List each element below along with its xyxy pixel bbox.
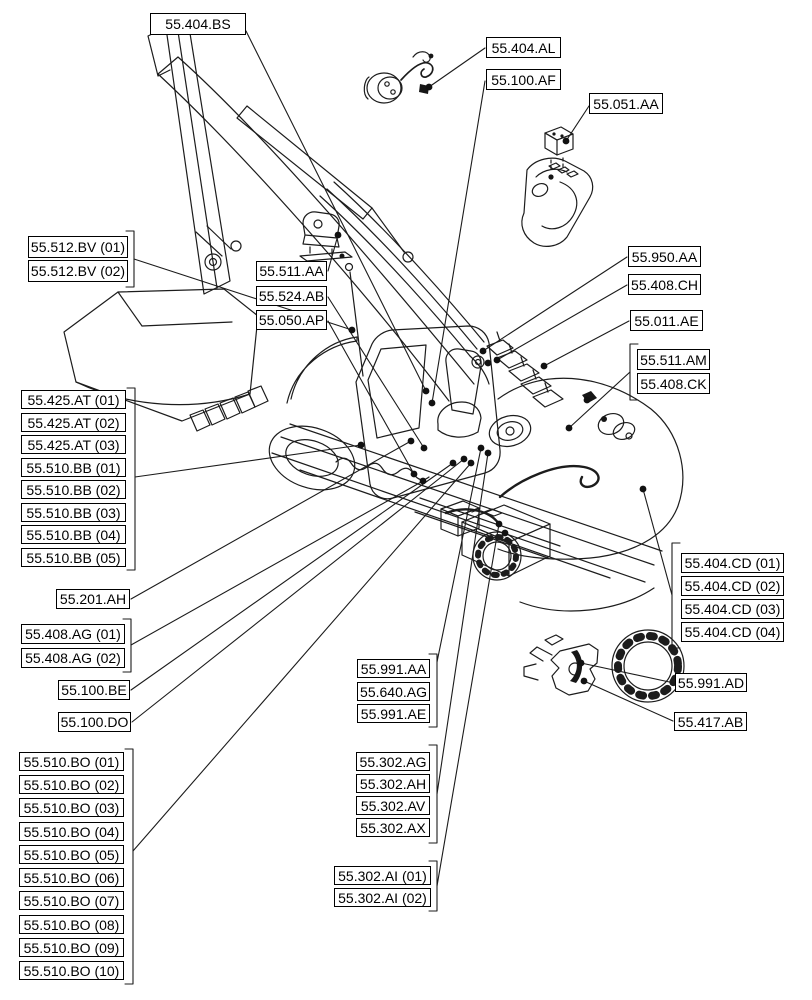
callout-dot <box>426 84 433 91</box>
part-label[interactable]: 55.302.AI (02) <box>334 888 431 907</box>
part-label[interactable]: 55.408.CH <box>628 274 701 295</box>
callout-dot <box>461 456 468 463</box>
part-label[interactable]: 55.510.BO (06) <box>19 868 124 887</box>
part-label[interactable]: 55.512.BV (01) <box>28 236 128 258</box>
part-label[interactable]: 55.510.BB (05) <box>21 548 126 567</box>
callout-dot <box>578 660 585 667</box>
part-label[interactable]: 55.404.CD (04) <box>681 622 784 642</box>
part-label[interactable]: 55.511.AM <box>637 349 710 370</box>
part-label[interactable]: 55.510.BO (01) <box>19 752 124 771</box>
part-label[interactable]: 55.512.BV (02) <box>28 260 128 282</box>
leader-line <box>437 524 499 886</box>
part-label[interactable]: 55.425.AT (02) <box>21 413 126 432</box>
callout-dot <box>420 478 427 485</box>
part-label[interactable]: 55.511.AA <box>256 261 327 281</box>
part-label[interactable]: 55.050.AP <box>256 310 327 330</box>
part-label[interactable]: 55.302.AH <box>356 774 430 793</box>
part-label[interactable]: 55.302.AG <box>356 752 430 771</box>
part-label[interactable]: 55.408.AG (02) <box>21 648 125 668</box>
callout-dot <box>541 363 548 370</box>
group-bracket <box>127 388 135 570</box>
part-label[interactable]: 55.051.AA <box>589 93 663 114</box>
part-label[interactable]: 55.510.BB (02) <box>21 480 126 499</box>
part-label[interactable]: 55.510.BO (05) <box>19 845 124 864</box>
leader-line <box>483 257 627 351</box>
callout-dot <box>581 678 588 685</box>
part-label[interactable]: 55.640.AG <box>357 682 430 701</box>
leader-line <box>131 441 411 599</box>
part-label[interactable]: 55.510.BO (07) <box>19 891 124 910</box>
part-label[interactable]: 55.991.AD <box>675 673 747 692</box>
part-label[interactable]: 55.011.AE <box>630 310 703 331</box>
leader-line <box>437 448 481 662</box>
leader-line <box>581 663 674 683</box>
part-label[interactable]: 55.100.BE <box>58 680 130 700</box>
part-label[interactable]: 55.408.AG (01) <box>21 624 125 644</box>
part-label[interactable]: 55.100.DO <box>58 712 131 732</box>
callout-dot <box>421 445 428 452</box>
callout-dot <box>502 530 509 537</box>
leader-line <box>246 31 426 391</box>
leader-line <box>429 48 485 87</box>
part-label[interactable]: 55.991.AE <box>357 704 430 723</box>
callout-dot <box>563 138 570 145</box>
part-label[interactable]: 55.510.BO (08) <box>19 915 124 934</box>
leader-line <box>544 321 629 366</box>
callout-dot <box>335 232 342 239</box>
part-label[interactable]: 55.201.AH <box>56 589 130 609</box>
part-label[interactable]: 55.417.AB <box>674 712 747 731</box>
callout-dot <box>349 327 356 334</box>
callout-dot <box>494 357 501 364</box>
callout-dot <box>485 450 492 457</box>
leader-line <box>584 681 673 721</box>
callout-dot <box>480 348 487 355</box>
callout-dot <box>429 400 436 407</box>
callout-dot <box>408 438 415 445</box>
group-bracket <box>429 654 437 727</box>
leader-line <box>569 372 630 428</box>
part-label[interactable]: 55.510.BO (04) <box>19 822 124 841</box>
leader-line <box>135 445 361 477</box>
callout-dot <box>496 521 503 528</box>
part-label[interactable]: 55.991.AA <box>357 659 430 678</box>
part-label[interactable]: 55.408.CK <box>637 373 710 394</box>
leader-line <box>328 321 414 474</box>
callout-dot <box>358 442 365 449</box>
leader-line <box>566 106 589 141</box>
leader-line <box>497 285 627 360</box>
part-label[interactable]: 55.404.AL <box>486 37 561 58</box>
part-label[interactable]: 55.524.AB <box>256 286 327 306</box>
leader-line <box>131 463 453 690</box>
part-label[interactable]: 55.302.AX <box>356 818 430 837</box>
part-label[interactable]: 55.404.CD (02) <box>681 576 784 596</box>
leader-line <box>432 81 485 403</box>
part-label[interactable]: 55.302.AV <box>356 796 430 815</box>
part-label[interactable]: 55.302.AI (01) <box>334 866 431 885</box>
part-label[interactable]: 55.404.CD (01) <box>681 553 784 573</box>
leader-line <box>328 297 424 448</box>
part-label[interactable]: 55.100.AF <box>486 69 561 90</box>
group-bracket <box>125 749 133 984</box>
part-label[interactable]: 55.510.BB (03) <box>21 503 126 522</box>
part-label[interactable]: 55.510.BB (01) <box>21 458 126 477</box>
part-label[interactable]: 55.510.BO (09) <box>19 938 124 957</box>
callout-dot <box>411 471 418 478</box>
leader-line <box>328 235 338 271</box>
part-label[interactable]: 55.510.BB (04) <box>21 525 126 544</box>
callout-dot <box>478 445 485 452</box>
leader-line <box>643 489 672 595</box>
group-bracket <box>672 543 680 648</box>
group-bracket <box>429 745 437 843</box>
part-label[interactable]: 55.950.AA <box>628 246 701 267</box>
callout-dot <box>485 360 492 367</box>
part-label[interactable]: 55.404.BS <box>150 13 246 35</box>
part-label[interactable]: 55.510.BO (02) <box>19 775 124 794</box>
callout-dot <box>423 388 430 395</box>
callout-dot <box>468 460 475 467</box>
part-label[interactable]: 55.404.CD (03) <box>681 599 784 619</box>
part-label[interactable]: 55.510.BO (03) <box>19 798 124 817</box>
callout-dot <box>584 397 591 404</box>
callout-dot <box>640 486 647 493</box>
leader-line <box>131 481 423 645</box>
callout-dot <box>566 425 573 432</box>
part-label[interactable]: 55.425.AT (03) <box>21 435 126 454</box>
part-label[interactable]: 55.425.AT (01) <box>21 390 126 409</box>
part-label[interactable]: 55.510.BO (10) <box>19 961 124 980</box>
